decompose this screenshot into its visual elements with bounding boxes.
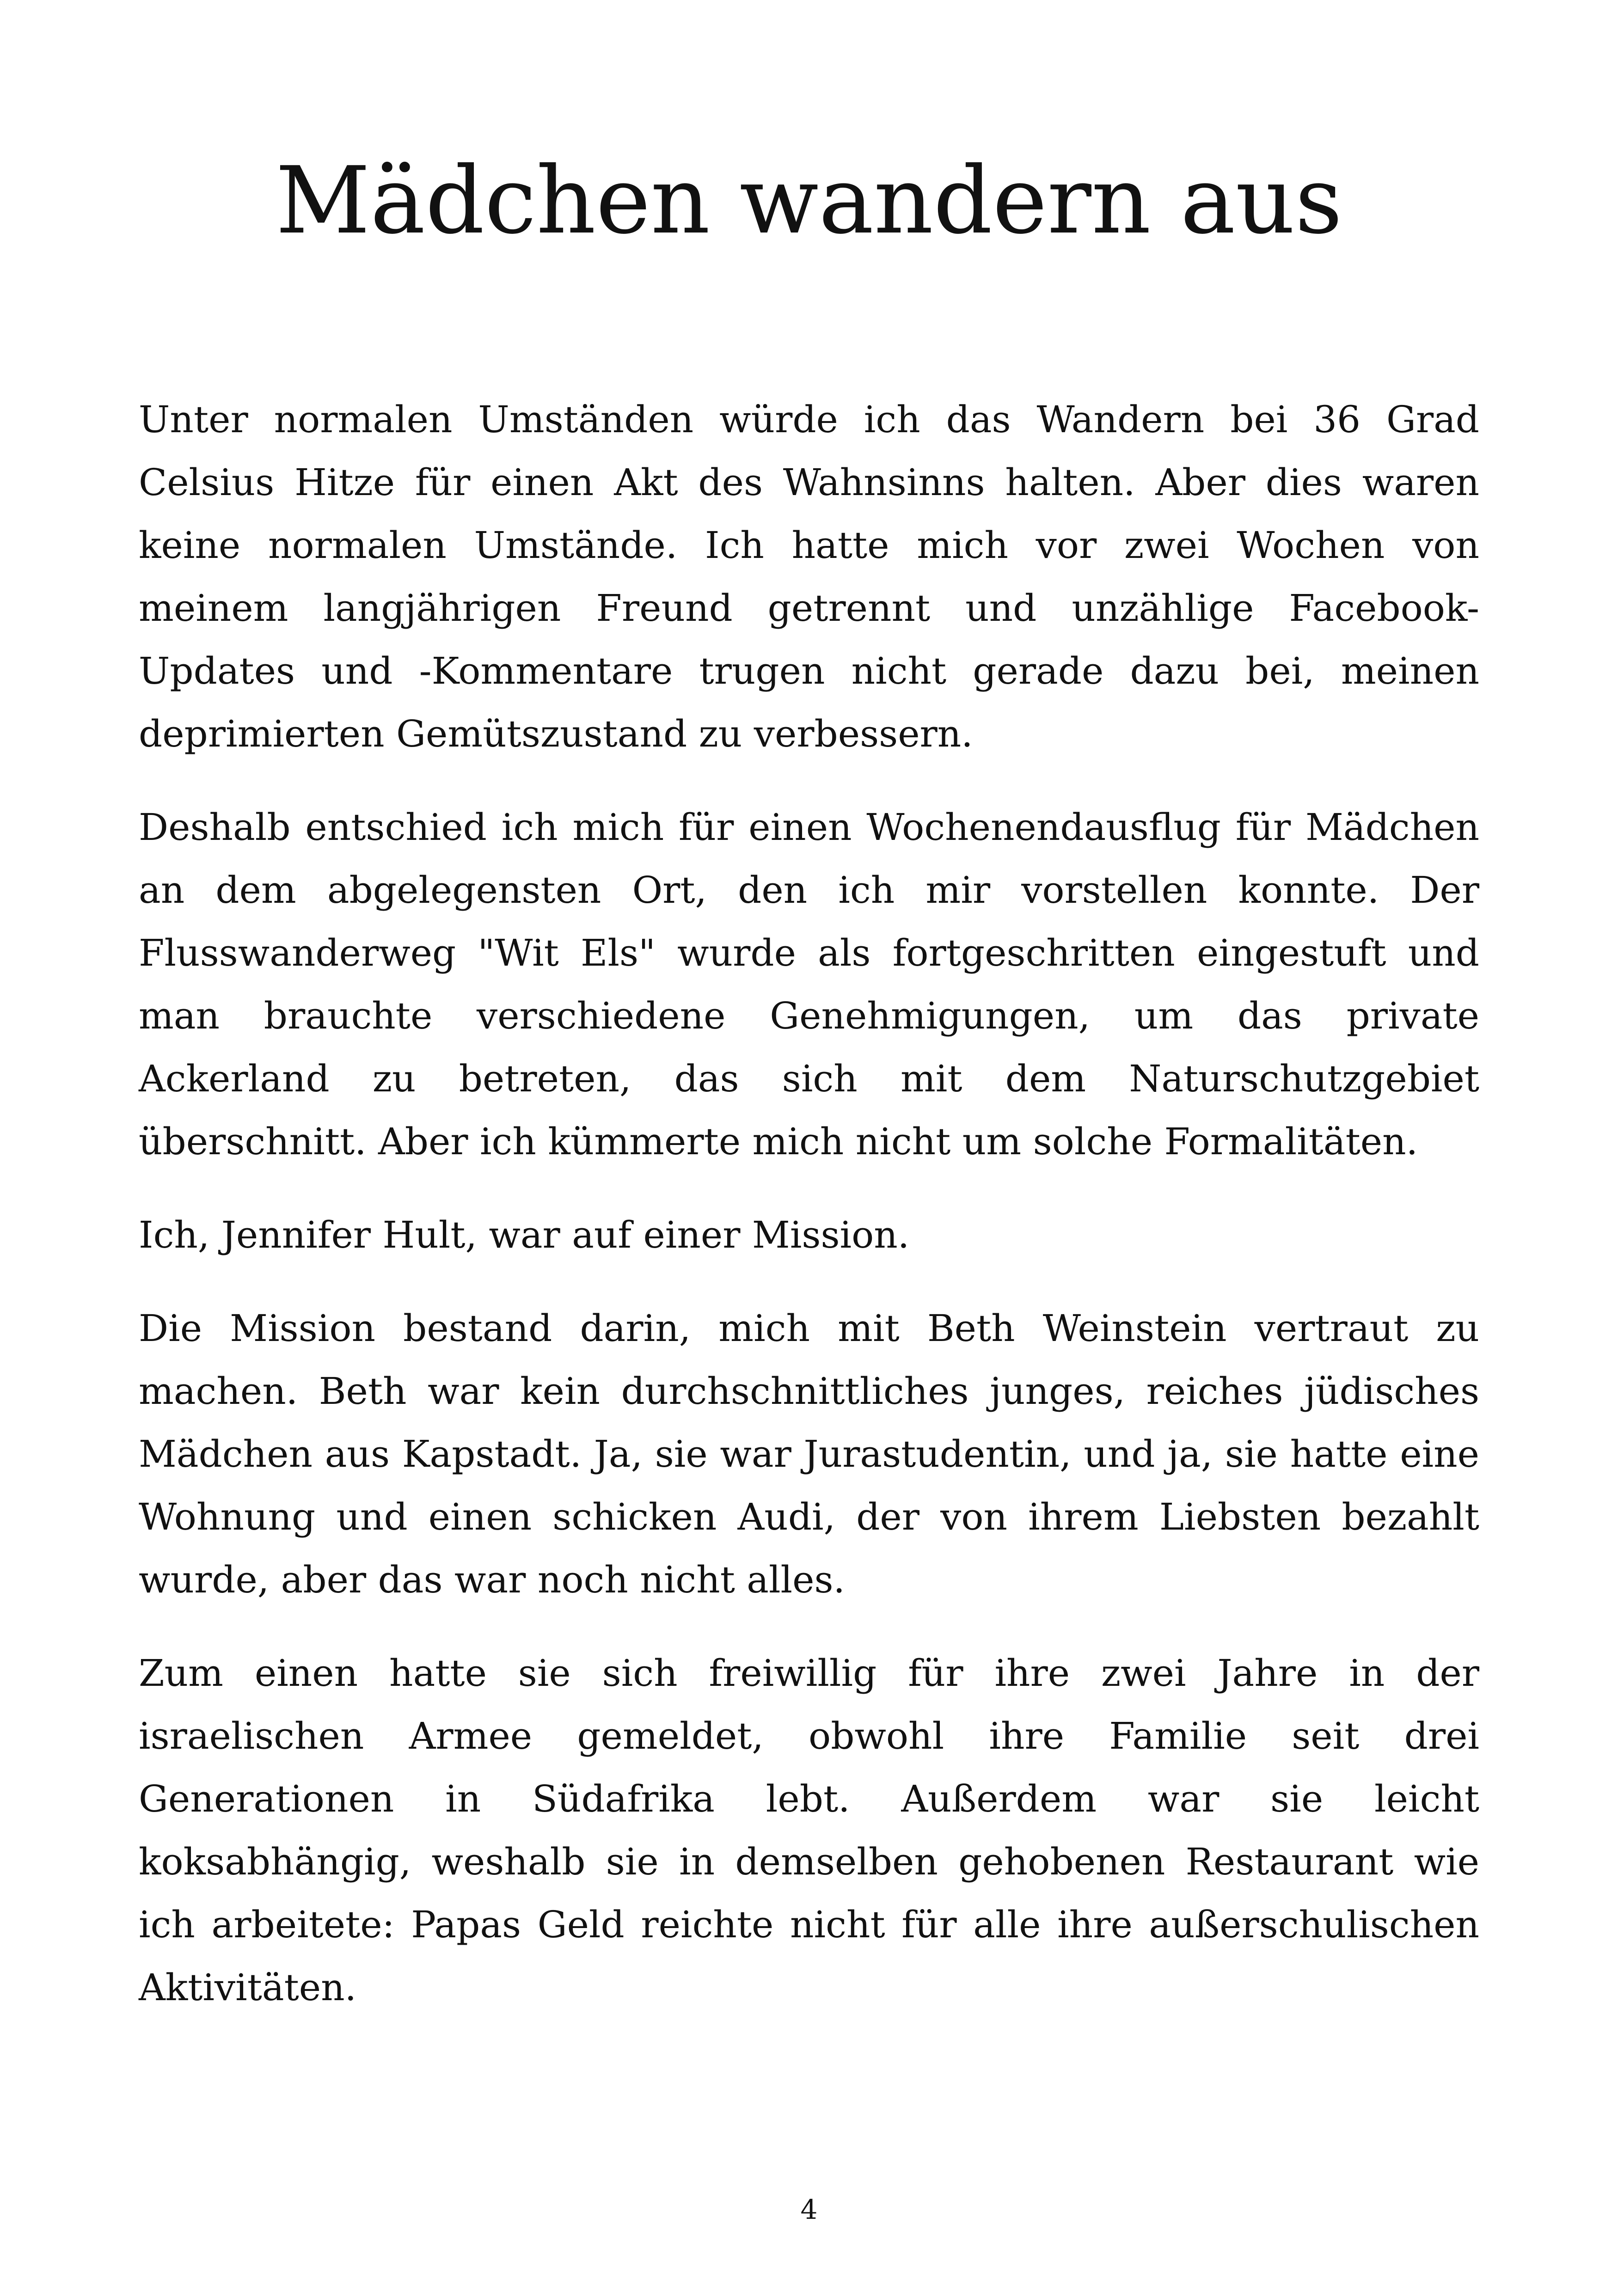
- chapter-title: Mädchen wandern aus: [276, 147, 1342, 255]
- chapter-body: [139, 388, 1479, 2050]
- page-number: 4: [800, 2194, 818, 2225]
- paragraph-2: Deshalb entschied ich mich für einen Wochenendausflug für Mädchen an dem abgelegensten Ort, den ich mir vorstellen konnte. Der Flusswanderweg "Wit Els" wurde als fortgeschritten eingestuft und man brauchte verschiedene Genehmigungen, um das private Ackerland zu betreten, das sich mit dem Naturschutzgebiet überschnitt. Aber ich kümmerte mich nicht um solche Formalitäten.: [139, 806, 1479, 1163]
- paragraph-1: Unter normalen Umständen würde ich das Wandern bei 36 Grad Celsius Hitze für einen Akt des Wahnsinns halten. Aber dies waren keine normalen Umstände. Ich hatte mich vor zwei Wochen von meinem langjährigen Freund getrennt und unzählige Facebook-Updates und -Kommentare trugen nicht gerade dazu bei, meinen deprimierten Gemütszustand zu verbessern.: [139, 398, 1479, 755]
- paragraph-4: Die Mission bestand darin, mich mit Beth Weinstein vertraut zu machen. Beth war kein durchschnittliches junges, reiches jüdisches Mädchen aus Kapstadt. Ja, sie war Jurastudentin, und ja, sie hatte eine Wohnung und einen schicken Audi, der von ihrem Liebsten bezahlt wurde, aber das war noch nicht alles.: [139, 1307, 1479, 1601]
- paragraph-5: Zum einen hatte sie sich freiwillig für ihre zwei Jahre in der israelischen Armee gemeldet, obwohl ihre Familie seit drei Generationen in Südafrika lebt. Außerdem war sie leicht koksabhängig, weshalb sie in demselben gehobenen Restaurant wie ich arbeitete: Papas Geld reichte nicht für alle ihre außerschulischen Aktivitäten.: [139, 1652, 1479, 2009]
- paragraph-3: Ich, Jennifer Hult, war auf einer Mission.: [139, 1213, 910, 1256]
